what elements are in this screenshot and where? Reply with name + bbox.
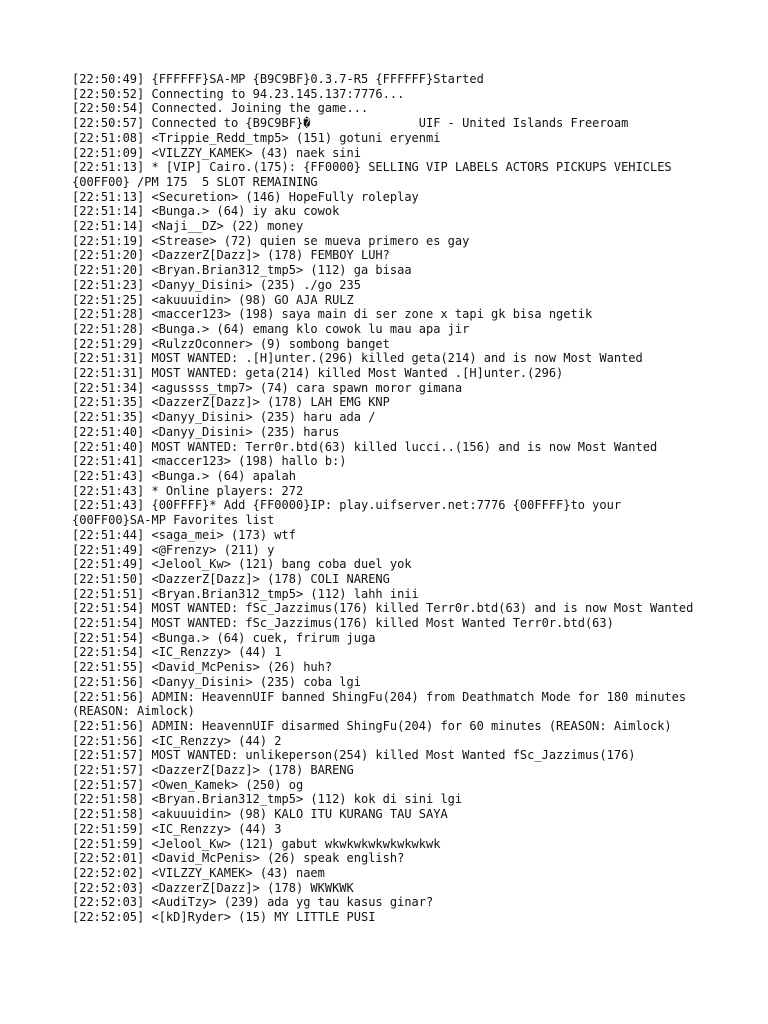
log-line: [22:52:01] <David_McPenis> (26) speak english? [72, 851, 405, 866]
log-line: [22:51:56] ADMIN: HeavennUIF disarmed ShingFu(204) for 60 minutes (REASON: Aimlock) [72, 718, 672, 733]
log-line: [22:51:40] <Danyy_Disini> (235) harus [72, 424, 340, 439]
log-line: [22:51:40] MOST WANTED: Terr0r.btd(63) killed lucci..(156) and is now Most Wanted [72, 439, 658, 454]
log-line: [22:51:13] * [VIP] Cairo.(175): {FF0000} SELLING VIP LABELS ACTORS PICKUPS VEHICLES {00FF00} /PM 175 5 SLOT REMAINING [72, 160, 679, 189]
log-line: [22:51:14] <Bunga.> (64) iy aku cowok [72, 204, 340, 219]
log-line: [22:51:23] <Danyy_Disini> (235) ./go 235 [72, 277, 361, 292]
log-line: [22:51:54] <IC_Renzzy> (44) 1 [72, 645, 282, 660]
log-line: [22:51:57] MOST WANTED: unlikeperson(254) killed Most Wanted fSc_Jazzimus(176) [72, 748, 636, 763]
log-line: [22:51:28] <Bunga.> (64) emang klo cowok lu mau apa jir [72, 321, 470, 336]
log-line: [22:51:49] <@Frenzy> (211) y [72, 542, 275, 557]
log-line: [22:51:25] <akuuuidin> (98) GO AJA RULZ [72, 292, 354, 307]
log-line: [22:51:59] <IC_Renzzy> (44) 3 [72, 821, 282, 836]
log-line: [22:51:20] <DazzerZ[Dazz]> (178) FEMBOY LUH? [72, 248, 390, 263]
log-line: [22:51:57] <DazzerZ[Dazz]> (178) BARENG [72, 763, 354, 778]
log-line: [22:51:49] <Jelool_Kw> (121) bang coba duel yok [72, 557, 412, 572]
log-line: [22:51:43] {00FFFF}* Add {FF0000}IP: play.uifserver.net:7776 {00FFFF}to your {00FF00}SA-MP Favorites list [72, 498, 629, 528]
log-line: [22:51:09] <VILZZY_KAMEK> (43) naek sini [72, 145, 361, 160]
log-line: [22:51:51] <Bryan.Brian312_tmp5> (112) lahh inii [72, 586, 419, 601]
log-line: [22:51:54] MOST WANTED: fSc_Jazzimus(176) killed Terr0r.btd(63) and is now Most Wanted [72, 601, 694, 616]
log-line: [22:51:28] <maccer123> (198) saya main di ser zone x tapi gk bisa ngetik [72, 307, 593, 322]
log-line: [22:51:44] <saga_mei> (173) wtf [72, 527, 296, 542]
log-line: [22:52:02] <VILZZY_KAMEK> (43) naem [72, 865, 325, 880]
log-line: [22:51:54] MOST WANTED: fSc_Jazzimus(176) killed Most Wanted Terr0r.btd(63) [72, 616, 614, 631]
log-line: [22:51:56] <IC_Renzzy> (44) 2 [72, 733, 282, 748]
log-line: [22:51:43] <Bunga.> (64) apalah [72, 468, 296, 483]
log-line: [22:50:54] Connected. Joining the game... [72, 101, 369, 116]
log-line: [22:51:34] <agussss_tmp7> (74) cara spawn moror gimana [72, 380, 463, 395]
log-line: [22:51:31] MOST WANTED: geta(214) killed Most Wanted .[H]unter.(296) [72, 366, 564, 381]
log-line: [22:50:49] {FFFFFF}SA-MP {B9C9BF}0.3.7-R5 {FFFFFF}Started [72, 72, 484, 86]
log-line: [22:51:29] <RulzzOconner> (9) sombong banget [72, 336, 390, 351]
log-line: [22:51:13] <Securetion> (146) HopeFully roleplay [72, 189, 419, 204]
log-line: [22:51:59] <Jelool_Kw> (121) gabut wkwkwkwkwkwkwkwk [72, 836, 441, 851]
log-line: [22:51:54] <Bunga.> (64) cuek, frirum juga [72, 630, 376, 645]
log-line: [22:51:20] <Bryan.Brian312_tmp5> (112) ga bisaa [72, 263, 412, 278]
log-line: [22:51:58] <akuuuidin> (98) KALO ITU KURANG TAU SAYA [72, 807, 448, 822]
log-line: [22:51:56] ADMIN: HeavennUIF banned ShingFu(204) from Deathmatch Mode for 180 minutes (REASON: Aimlock) [72, 689, 694, 719]
log-line: [22:50:57] Connected to {B9C9BF}� UIF - United Islands Freeroam [72, 116, 629, 131]
log-line: [22:50:52] Connecting to 94.23.145.137:7776... [72, 86, 405, 101]
log-line: [22:51:08] <Trippie_Redd_tmp5> (151) gotuni eryenmi [72, 130, 441, 145]
log-line: [22:51:56] <Danyy_Disini> (235) coba lgi [72, 674, 361, 689]
log-line: [22:51:35] <Danyy_Disini> (235) haru ada / [72, 410, 376, 425]
log-line: [22:51:50] <DazzerZ[Dazz]> (178) COLI NARENG [72, 571, 390, 586]
log-line: [22:51:31] MOST WANTED: .[H]unter.(296) killed geta(214) and is now Most Wanted [72, 351, 643, 366]
log-line: [22:51:14] <Naji__DZ> (22) money [72, 219, 304, 234]
log-line: [22:51:58] <Bryan.Brian312_tmp5> (112) kok di sini lgi [72, 792, 463, 807]
log-line: [22:51:43] * Online players: 272 [72, 483, 304, 498]
log-line: [22:52:03] <DazzerZ[Dazz]> (178) WKWKWK [72, 880, 354, 895]
log-line: [22:52:03] <AudiTzy> (239) ada yg tau kasus ginar? [72, 895, 434, 910]
log-line: [22:51:19] <Strease> (72) quien se mueva primero es gay [72, 233, 470, 248]
log-line: [22:51:41] <maccer123> (198) hallo b:) [72, 454, 347, 469]
chat-log [72, 72, 702, 925]
log-line: [22:52:05] <[kD]Ryder> (15) MY LITTLE PUSI [72, 910, 376, 925]
log-line: [22:51:57] <Owen_Kamek> (250) og [72, 777, 304, 792]
log-line: [22:51:55] <David_McPenis> (26) huh? [72, 660, 333, 675]
log-line: [22:51:35] <DazzerZ[Dazz]> (178) LAH EMG KNP [72, 395, 390, 410]
